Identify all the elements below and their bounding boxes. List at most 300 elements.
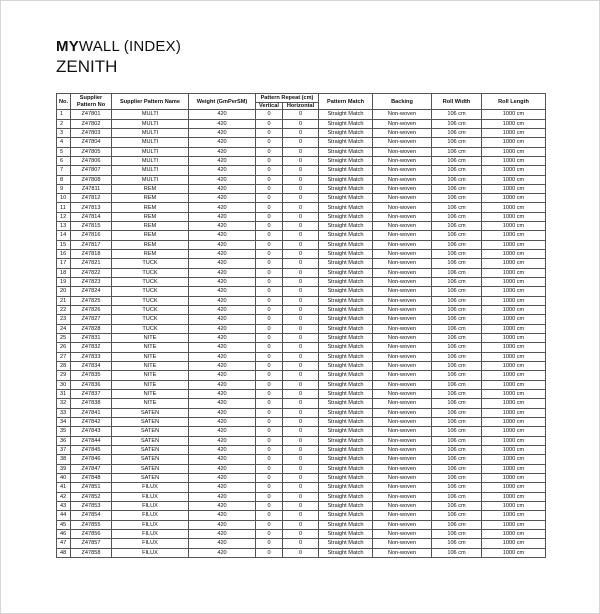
cell-roll-length: 1000 cm: [482, 380, 546, 389]
cell-backing: Non-woven: [373, 166, 432, 175]
cell-roll-width: 106 cm: [432, 529, 482, 538]
cell-repeat-vertical: 0: [256, 147, 283, 156]
cell-roll-length: 1000 cm: [482, 399, 546, 408]
cell-roll-width: 106 cm: [432, 446, 482, 455]
cell-roll-width: 106 cm: [432, 427, 482, 436]
cell-no: 9: [57, 184, 71, 193]
cell-pattern-match: Straight Match: [319, 343, 373, 352]
cell-no: 2: [57, 119, 71, 128]
cell-roll-width: 106 cm: [432, 203, 482, 212]
cell-weight: 420: [189, 156, 256, 165]
cell-weight: 420: [189, 511, 256, 520]
cell-weight: 420: [189, 138, 256, 147]
cell-repeat-vertical: 0: [256, 418, 283, 427]
cell-repeat-horizontal: 0: [283, 436, 319, 445]
cell-no: 29: [57, 371, 71, 380]
table-row: [57, 110, 546, 119]
cell-repeat-vertical: 0: [256, 408, 283, 417]
cell-weight: 420: [189, 110, 256, 119]
cell-supplier-pattern-name: NITE: [112, 380, 189, 389]
cell-repeat-horizontal: 0: [283, 464, 319, 473]
table-row: [57, 119, 546, 128]
cell-supplier-pattern-name: MULTI: [112, 110, 189, 119]
cell-supplier-pattern-no: Z47826: [71, 306, 112, 315]
cell-no: 44: [57, 511, 71, 520]
table-row: [57, 464, 546, 473]
cell-weight: 420: [189, 287, 256, 296]
cell-supplier-pattern-no: Z47816: [71, 231, 112, 240]
col-header-horizontal: Horizontal: [283, 103, 319, 110]
cell-repeat-horizontal: 0: [283, 156, 319, 165]
cell-supplier-pattern-name: REM: [112, 203, 189, 212]
cell-supplier-pattern-name: FILUX: [112, 511, 189, 520]
cell-repeat-vertical: 0: [256, 296, 283, 305]
cell-roll-width: 106 cm: [432, 240, 482, 249]
cell-roll-width: 106 cm: [432, 408, 482, 417]
cell-backing: Non-woven: [373, 240, 432, 249]
cell-pattern-match: Straight Match: [319, 380, 373, 389]
cell-repeat-vertical: 0: [256, 240, 283, 249]
cell-no: 22: [57, 306, 71, 315]
cell-backing: Non-woven: [373, 119, 432, 128]
cell-backing: Non-woven: [373, 371, 432, 380]
cell-repeat-vertical: 0: [256, 175, 283, 184]
cell-repeat-vertical: 0: [256, 390, 283, 399]
cell-supplier-pattern-name: TUCK: [112, 287, 189, 296]
cell-roll-length: 1000 cm: [482, 278, 546, 287]
cell-supplier-pattern-name: REM: [112, 194, 189, 203]
cell-pattern-match: Straight Match: [319, 492, 373, 501]
cell-repeat-vertical: 0: [256, 455, 283, 464]
cell-roll-length: 1000 cm: [482, 436, 546, 445]
cell-supplier-pattern-no: Z47811: [71, 184, 112, 193]
cell-repeat-vertical: 0: [256, 231, 283, 240]
table-row: [57, 548, 546, 557]
cell-roll-width: 106 cm: [432, 511, 482, 520]
cell-repeat-horizontal: 0: [283, 119, 319, 128]
cell-supplier-pattern-name: REM: [112, 184, 189, 193]
cell-supplier-pattern-no: Z47857: [71, 539, 112, 548]
cell-weight: 420: [189, 324, 256, 333]
col-header-roll-width: Roll Width: [432, 94, 482, 110]
cell-roll-width: 106 cm: [432, 474, 482, 483]
cell-repeat-horizontal: 0: [283, 324, 319, 333]
collection-title: ZENITH: [56, 57, 118, 76]
cell-no: 38: [57, 455, 71, 464]
cell-pattern-match: Straight Match: [319, 548, 373, 557]
cell-supplier-pattern-no: Z47852: [71, 492, 112, 501]
cell-roll-width: 106 cm: [432, 128, 482, 137]
brand-title-rest: WALL (INDEX): [78, 38, 182, 55]
table-row: [57, 539, 546, 548]
cell-pattern-match: Straight Match: [319, 352, 373, 361]
cell-repeat-vertical: 0: [256, 268, 283, 277]
cell-supplier-pattern-name: NITE: [112, 399, 189, 408]
cell-repeat-horizontal: 0: [283, 138, 319, 147]
table-row: [57, 474, 546, 483]
cell-no: 39: [57, 464, 71, 473]
cell-supplier-pattern-no: Z47804: [71, 138, 112, 147]
cell-repeat-horizontal: 0: [283, 128, 319, 137]
cell-roll-length: 1000 cm: [482, 184, 546, 193]
cell-repeat-horizontal: 0: [283, 390, 319, 399]
cell-pattern-match: Straight Match: [319, 306, 373, 315]
brand-title-bold: MY: [56, 38, 79, 55]
cell-pattern-match: Straight Match: [319, 427, 373, 436]
cell-no: 21: [57, 296, 71, 305]
cell-roll-length: 1000 cm: [482, 240, 546, 249]
table-row: [57, 511, 546, 520]
cell-supplier-pattern-no: Z47828: [71, 324, 112, 333]
cell-supplier-pattern-name: FILUX: [112, 539, 189, 548]
table-row: [57, 352, 546, 361]
cell-supplier-pattern-name: SATEN: [112, 474, 189, 483]
cell-no: 30: [57, 380, 71, 389]
cell-roll-width: 106 cm: [432, 334, 482, 343]
cell-no: 10: [57, 194, 71, 203]
cell-pattern-match: Straight Match: [319, 418, 373, 427]
cell-supplier-pattern-name: NITE: [112, 362, 189, 371]
cell-weight: 420: [189, 436, 256, 445]
cell-weight: 420: [189, 352, 256, 361]
cell-pattern-match: Straight Match: [319, 166, 373, 175]
cell-no: 32: [57, 399, 71, 408]
cell-supplier-pattern-no: Z47818: [71, 250, 112, 259]
col-header-weight: Weight (GmPerSM): [189, 94, 256, 110]
cell-roll-length: 1000 cm: [482, 324, 546, 333]
cell-roll-length: 1000 cm: [482, 175, 546, 184]
table-row: [57, 166, 546, 175]
cell-weight: 420: [189, 240, 256, 249]
cell-repeat-vertical: 0: [256, 306, 283, 315]
cell-repeat-vertical: 0: [256, 371, 283, 380]
cell-no: 14: [57, 231, 71, 240]
cell-supplier-pattern-no: Z47855: [71, 520, 112, 529]
cell-weight: 420: [189, 371, 256, 380]
cell-supplier-pattern-name: SATEN: [112, 408, 189, 417]
cell-roll-length: 1000 cm: [482, 268, 546, 277]
cell-weight: 420: [189, 399, 256, 408]
cell-backing: Non-woven: [373, 455, 432, 464]
cell-repeat-vertical: 0: [256, 212, 283, 221]
cell-repeat-vertical: 0: [256, 399, 283, 408]
cell-roll-length: 1000 cm: [482, 362, 546, 371]
cell-backing: Non-woven: [373, 110, 432, 119]
cell-supplier-pattern-no: Z47825: [71, 296, 112, 305]
cell-repeat-vertical: 0: [256, 446, 283, 455]
cell-pattern-match: Straight Match: [319, 446, 373, 455]
cell-supplier-pattern-name: REM: [112, 250, 189, 259]
cell-roll-width: 106 cm: [432, 436, 482, 445]
cell-roll-width: 106 cm: [432, 184, 482, 193]
cell-repeat-vertical: 0: [256, 334, 283, 343]
cell-supplier-pattern-no: Z47833: [71, 352, 112, 361]
cell-repeat-horizontal: 0: [283, 231, 319, 240]
table-row: [57, 483, 546, 492]
cell-weight: 420: [189, 203, 256, 212]
cell-repeat-horizontal: 0: [283, 399, 319, 408]
cell-no: 18: [57, 268, 71, 277]
table-row: [57, 455, 546, 464]
cell-weight: 420: [189, 390, 256, 399]
cell-roll-width: 106 cm: [432, 464, 482, 473]
cell-repeat-horizontal: 0: [283, 306, 319, 315]
cell-weight: 420: [189, 408, 256, 417]
cell-repeat-horizontal: 0: [283, 380, 319, 389]
cell-backing: Non-woven: [373, 520, 432, 529]
cell-repeat-horizontal: 0: [283, 446, 319, 455]
cell-pattern-match: Straight Match: [319, 464, 373, 473]
table-row: [57, 315, 546, 324]
cell-pattern-match: Straight Match: [319, 474, 373, 483]
cell-weight: 420: [189, 119, 256, 128]
cell-repeat-horizontal: 0: [283, 483, 319, 492]
cell-pattern-match: Straight Match: [319, 119, 373, 128]
table-row: [57, 324, 546, 333]
cell-roll-width: 106 cm: [432, 268, 482, 277]
cell-repeat-vertical: 0: [256, 184, 283, 193]
cell-repeat-horizontal: 0: [283, 501, 319, 510]
cell-pattern-match: Straight Match: [319, 240, 373, 249]
cell-repeat-horizontal: 0: [283, 212, 319, 221]
cell-repeat-vertical: 0: [256, 492, 283, 501]
cell-supplier-pattern-no: Z47807: [71, 166, 112, 175]
cell-supplier-pattern-no: Z47847: [71, 464, 112, 473]
cell-no: 36: [57, 436, 71, 445]
cell-supplier-pattern-name: MULTI: [112, 138, 189, 147]
cell-weight: 420: [189, 446, 256, 455]
cell-repeat-vertical: 0: [256, 436, 283, 445]
cell-repeat-horizontal: 0: [283, 175, 319, 184]
cell-roll-width: 106 cm: [432, 501, 482, 510]
col-header-no: No.: [57, 94, 71, 110]
cell-roll-width: 106 cm: [432, 278, 482, 287]
cell-pattern-match: Straight Match: [319, 362, 373, 371]
cell-roll-width: 106 cm: [432, 147, 482, 156]
table-row: [57, 147, 546, 156]
cell-supplier-pattern-name: FILUX: [112, 492, 189, 501]
cell-supplier-pattern-name: MULTI: [112, 128, 189, 137]
cell-roll-length: 1000 cm: [482, 212, 546, 221]
cell-roll-width: 106 cm: [432, 380, 482, 389]
cell-pattern-match: Straight Match: [319, 520, 373, 529]
cell-supplier-pattern-no: Z47814: [71, 212, 112, 221]
cell-no: 13: [57, 222, 71, 231]
table-row: [57, 427, 546, 436]
cell-roll-length: 1000 cm: [482, 352, 546, 361]
cell-weight: 420: [189, 464, 256, 473]
cell-pattern-match: Straight Match: [319, 268, 373, 277]
cell-roll-length: 1000 cm: [482, 315, 546, 324]
cell-weight: 420: [189, 306, 256, 315]
cell-repeat-vertical: 0: [256, 343, 283, 352]
cell-supplier-pattern-name: SATEN: [112, 436, 189, 445]
cell-supplier-pattern-name: FILUX: [112, 501, 189, 510]
cell-pattern-match: Straight Match: [319, 324, 373, 333]
cell-repeat-horizontal: 0: [283, 529, 319, 538]
cell-backing: Non-woven: [373, 483, 432, 492]
cell-pattern-match: Straight Match: [319, 147, 373, 156]
cell-pattern-match: Straight Match: [319, 184, 373, 193]
cell-supplier-pattern-no: Z47817: [71, 240, 112, 249]
cell-roll-width: 106 cm: [432, 222, 482, 231]
cell-supplier-pattern-no: Z47845: [71, 446, 112, 455]
cell-backing: Non-woven: [373, 194, 432, 203]
col-header-supplier-pattern-no: Supplier Pattern No: [71, 94, 112, 110]
table-row: [57, 231, 546, 240]
cell-roll-length: 1000 cm: [482, 539, 546, 548]
cell-weight: 420: [189, 455, 256, 464]
cell-pattern-match: Straight Match: [319, 250, 373, 259]
cell-roll-width: 106 cm: [432, 119, 482, 128]
cell-repeat-horizontal: 0: [283, 240, 319, 249]
cell-roll-width: 106 cm: [432, 156, 482, 165]
cell-repeat-vertical: 0: [256, 222, 283, 231]
cell-weight: 420: [189, 334, 256, 343]
cell-roll-length: 1000 cm: [482, 343, 546, 352]
cell-supplier-pattern-no: Z47854: [71, 511, 112, 520]
cell-no: 16: [57, 250, 71, 259]
cell-weight: 420: [189, 184, 256, 193]
cell-pattern-match: Straight Match: [319, 455, 373, 464]
cell-no: 20: [57, 287, 71, 296]
cell-supplier-pattern-name: NITE: [112, 352, 189, 361]
cell-roll-length: 1000 cm: [482, 408, 546, 417]
table-row: [57, 156, 546, 165]
cell-supplier-pattern-name: TUCK: [112, 278, 189, 287]
cell-repeat-vertical: 0: [256, 119, 283, 128]
table-row: [57, 408, 546, 417]
cell-backing: Non-woven: [373, 296, 432, 305]
cell-repeat-horizontal: 0: [283, 548, 319, 557]
cell-roll-length: 1000 cm: [482, 194, 546, 203]
cell-pattern-match: Straight Match: [319, 539, 373, 548]
cell-backing: Non-woven: [373, 343, 432, 352]
cell-supplier-pattern-no: Z47803: [71, 128, 112, 137]
cell-roll-width: 106 cm: [432, 175, 482, 184]
cell-repeat-horizontal: 0: [283, 184, 319, 193]
table-row: [57, 268, 546, 277]
cell-supplier-pattern-no: Z47815: [71, 222, 112, 231]
cell-supplier-pattern-no: Z47848: [71, 474, 112, 483]
table-row: [57, 287, 546, 296]
cell-pattern-match: Straight Match: [319, 287, 373, 296]
cell-roll-length: 1000 cm: [482, 119, 546, 128]
cell-backing: Non-woven: [373, 250, 432, 259]
cell-pattern-match: Straight Match: [319, 156, 373, 165]
cell-backing: Non-woven: [373, 529, 432, 538]
cell-roll-length: 1000 cm: [482, 474, 546, 483]
cell-supplier-pattern-name: TUCK: [112, 268, 189, 277]
table-row: [57, 436, 546, 445]
cell-weight: 420: [189, 128, 256, 137]
cell-supplier-pattern-no: Z47813: [71, 203, 112, 212]
cell-supplier-pattern-no: Z47858: [71, 548, 112, 557]
cell-repeat-horizontal: 0: [283, 278, 319, 287]
cell-pattern-match: Straight Match: [319, 334, 373, 343]
cell-roll-length: 1000 cm: [482, 156, 546, 165]
cell-roll-length: 1000 cm: [482, 548, 546, 557]
cell-pattern-match: Straight Match: [319, 436, 373, 445]
cell-repeat-horizontal: 0: [283, 352, 319, 361]
cell-roll-width: 106 cm: [432, 287, 482, 296]
cell-supplier-pattern-name: SATEN: [112, 418, 189, 427]
cell-supplier-pattern-name: TUCK: [112, 306, 189, 315]
cell-backing: Non-woven: [373, 399, 432, 408]
cell-repeat-horizontal: 0: [283, 296, 319, 305]
cell-no: 31: [57, 390, 71, 399]
cell-no: 7: [57, 166, 71, 175]
cell-pattern-match: Straight Match: [319, 501, 373, 510]
cell-supplier-pattern-no: Z47806: [71, 156, 112, 165]
cell-supplier-pattern-name: MULTI: [112, 175, 189, 184]
cell-no: 23: [57, 315, 71, 324]
cell-roll-width: 106 cm: [432, 259, 482, 268]
cell-roll-length: 1000 cm: [482, 147, 546, 156]
cell-backing: Non-woven: [373, 390, 432, 399]
cell-supplier-pattern-no: Z47822: [71, 268, 112, 277]
cell-repeat-horizontal: 0: [283, 418, 319, 427]
cell-repeat-horizontal: 0: [283, 371, 319, 380]
cell-repeat-horizontal: 0: [283, 408, 319, 417]
cell-roll-width: 106 cm: [432, 138, 482, 147]
cell-supplier-pattern-no: Z47842: [71, 418, 112, 427]
cell-no: 35: [57, 427, 71, 436]
cell-roll-width: 106 cm: [432, 315, 482, 324]
cell-repeat-horizontal: 0: [283, 147, 319, 156]
table-row: [57, 175, 546, 184]
cell-weight: 420: [189, 147, 256, 156]
cell-no: 15: [57, 240, 71, 249]
cell-weight: 420: [189, 483, 256, 492]
cell-repeat-vertical: 0: [256, 427, 283, 436]
cell-roll-length: 1000 cm: [482, 492, 546, 501]
table-row: [57, 128, 546, 137]
table-row: [57, 501, 546, 510]
cell-pattern-match: Straight Match: [319, 315, 373, 324]
cell-repeat-horizontal: 0: [283, 194, 319, 203]
cell-roll-length: 1000 cm: [482, 520, 546, 529]
cell-repeat-vertical: 0: [256, 259, 283, 268]
cell-no: 34: [57, 418, 71, 427]
table-row: [57, 334, 546, 343]
cell-supplier-pattern-name: SATEN: [112, 455, 189, 464]
cell-supplier-pattern-no: Z47821: [71, 259, 112, 268]
cell-supplier-pattern-no: Z47834: [71, 362, 112, 371]
cell-repeat-vertical: 0: [256, 464, 283, 473]
cell-no: 4: [57, 138, 71, 147]
cell-roll-length: 1000 cm: [482, 390, 546, 399]
cell-supplier-pattern-no: Z47805: [71, 147, 112, 156]
col-header-pattern-repeat: Pattern Repeat (cm): [256, 94, 319, 103]
table-row: [57, 184, 546, 193]
cell-roll-width: 106 cm: [432, 110, 482, 119]
cell-backing: Non-woven: [373, 306, 432, 315]
cell-roll-length: 1000 cm: [482, 427, 546, 436]
cell-supplier-pattern-name: TUCK: [112, 296, 189, 305]
cell-no: 37: [57, 446, 71, 455]
cell-weight: 420: [189, 194, 256, 203]
cell-pattern-match: Straight Match: [319, 399, 373, 408]
cell-backing: Non-woven: [373, 268, 432, 277]
cell-repeat-horizontal: 0: [283, 222, 319, 231]
col-header-pattern-match: Pattern Match: [319, 94, 373, 110]
cell-repeat-horizontal: 0: [283, 362, 319, 371]
cell-repeat-horizontal: 0: [283, 250, 319, 259]
cell-roll-width: 106 cm: [432, 399, 482, 408]
cell-roll-length: 1000 cm: [482, 511, 546, 520]
cell-roll-width: 106 cm: [432, 548, 482, 557]
